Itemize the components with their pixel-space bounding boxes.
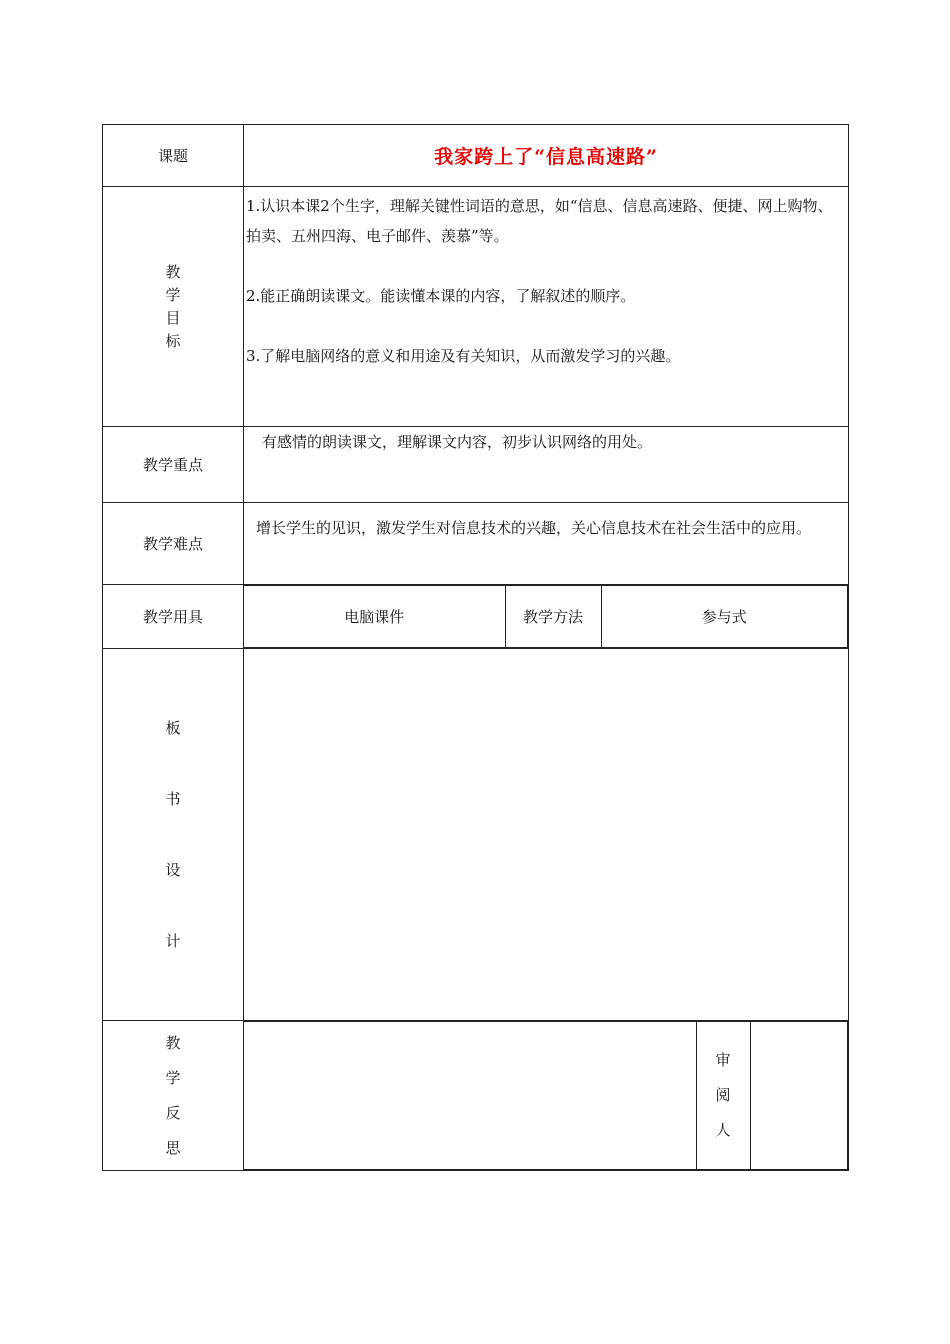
tools-cell bbox=[244, 585, 849, 649]
reviewer-value[interactable] bbox=[750, 1022, 848, 1170]
reflection-inner-table bbox=[244, 1021, 848, 1170]
key-points-row bbox=[103, 427, 849, 503]
objective-item: 2.能正确朗读课文。能读懂本课的内容，了解叙述的顺序。 bbox=[246, 287, 636, 305]
lesson-plan-sheet bbox=[102, 124, 848, 1171]
lesson-title: 我家跨上了“信息高速路” bbox=[244, 125, 849, 187]
difficulties-label: 教学难点 bbox=[103, 503, 244, 585]
board-label-char: 设 bbox=[165, 860, 181, 879]
topic-label: 课题 bbox=[103, 125, 244, 187]
tools-inner-table bbox=[244, 585, 848, 648]
reflection-cell bbox=[244, 1021, 849, 1171]
board-row bbox=[103, 649, 849, 1021]
key-points-text: 有感情的朗读课文，理解课文内容，初步认识网络的用处。 bbox=[244, 427, 849, 503]
tools-value: 电脑课件 bbox=[244, 586, 505, 648]
board-label bbox=[103, 649, 244, 1021]
tools-label: 教学用具 bbox=[103, 585, 244, 649]
objectives-label-char: 目 bbox=[165, 308, 181, 327]
difficulties-text bbox=[244, 503, 849, 585]
lesson-plan-table bbox=[102, 124, 849, 1171]
difficulties-row bbox=[103, 503, 849, 585]
reflection-label-char: 反 bbox=[165, 1103, 181, 1122]
reflection-content[interactable] bbox=[244, 1022, 696, 1170]
method-value: 参与式 bbox=[601, 586, 848, 648]
reviewer-label-char: 人 bbox=[715, 1121, 731, 1139]
reviewer-label bbox=[696, 1022, 750, 1170]
objectives-label-char: 学 bbox=[165, 285, 181, 304]
board-label-char: 书 bbox=[165, 789, 181, 808]
objective-item: 3.了解电脑网络的意义和用途及有关知识，从而激发学习的兴趣。 bbox=[246, 347, 681, 365]
objectives-label bbox=[103, 187, 244, 427]
topic-row bbox=[103, 125, 849, 187]
objective-item: 1.认识本课2个生字，理解关键性词语的意思，如“信息、信息高速路、便捷、网上购物、拍卖、五州四海、电子邮件、羡慕”等。 bbox=[246, 197, 833, 245]
reflection-label-char: 教 bbox=[165, 1033, 181, 1052]
difficulties-text-body: 增长学生的见识，激发学生对信息技术的兴趣，关心信息技术在社会生活中的应用。 bbox=[256, 519, 812, 537]
reflection-label bbox=[103, 1021, 244, 1171]
board-content[interactable] bbox=[244, 649, 849, 1021]
reflection-label-char: 学 bbox=[165, 1068, 181, 1087]
reviewer-label-char: 阅 bbox=[715, 1086, 731, 1104]
reviewer-label-char: 审 bbox=[715, 1051, 731, 1069]
reflection-row bbox=[103, 1021, 849, 1171]
objectives-label-char: 教 bbox=[165, 262, 181, 281]
tools-row bbox=[103, 585, 849, 649]
board-label-char: 计 bbox=[165, 931, 181, 950]
objectives-label-char: 标 bbox=[165, 331, 181, 350]
objectives-row bbox=[103, 187, 849, 427]
method-label: 教学方法 bbox=[505, 586, 601, 648]
board-label-char: 板 bbox=[165, 718, 181, 737]
reflection-label-char: 思 bbox=[165, 1138, 181, 1157]
objectives-content bbox=[244, 187, 849, 427]
key-points-label: 教学重点 bbox=[103, 427, 244, 503]
